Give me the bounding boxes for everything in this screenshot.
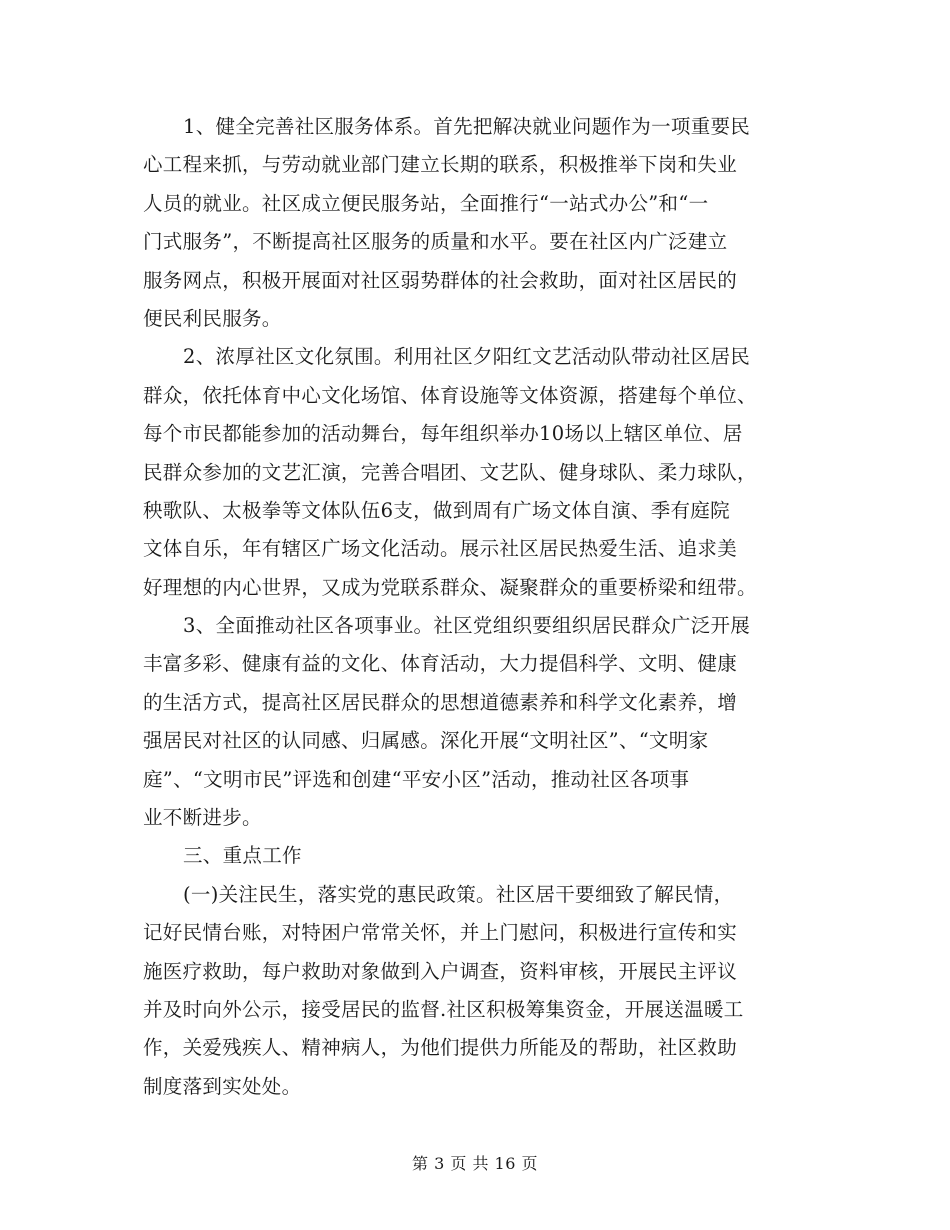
paragraph-line: 强居民对社区的认同感、归属感。深化开展“文明社区”、“文明家 (143, 729, 709, 753)
paragraph-line: 施医疗救助，每户救助对象做到入户调查，资料审核，开展民主评议 (143, 959, 738, 983)
paragraph-line: 心工程来抓，与劳动就业部门建立长期的联系，积极推举下岗和失业 (143, 153, 738, 177)
paragraph-line: 记好民情台账，对特困户常常关怀，并上门慰问，积极进行宣传和实 (143, 921, 738, 945)
section-heading: 三、重点工作 (183, 844, 302, 868)
paragraph-line: 庭”、“文明市民”评选和创建“平安小区”活动，推动社区各项事 (143, 767, 690, 791)
paragraph-line: 3、全面推动社区各项事业。社区党组织要组织居民群众广泛开展 (183, 614, 751, 638)
paragraph-line: 群众，依托体育中心文化场馆、体育设施等文体资源，搭建每个单位、 (143, 383, 757, 407)
paragraph-line: 业不断进步。 (143, 806, 262, 830)
paragraph-line: 文体自乐，年有辖区广场文化活动。展示社区居民热爱生活、追求美 (143, 537, 738, 561)
paragraph-line: 丰富多彩、健康有益的文化、体育活动，大力提倡科学、文明、健康 (143, 652, 738, 676)
paragraph-line: 每个市民都能参加的活动舞台，每年组织举办10场以上辖区单位、居 (143, 422, 743, 446)
paragraph-line: 秧歌队、太极拳等文体队伍6支，做到周有广场文体自演、季有庭院 (143, 498, 730, 522)
paragraph-line: 服务网点，积极开展面对社区弱势群体的社会救助，面对社区居民的 (143, 268, 738, 292)
paragraph-line: 1、健全完善社区服务体系。首先把解决就业问题作为一项重要民 (183, 115, 751, 138)
paragraph-line: (一)关注民生，落实党的惠民政策。社区居干要细致了解民情， (183, 882, 734, 906)
paragraph-line: 制度落到实处处。 (143, 1074, 302, 1098)
paragraph-line: 民群众参加的文艺汇演，完善合唱团、文艺队、健身球队、柔力球队， (143, 460, 757, 484)
page-number-label: 第 3 页 共 16 页 (412, 1154, 538, 1173)
page-footer (0, 1152, 950, 1176)
paragraph-line: 2、浓厚社区文化氛围。利用社区夕阳红文艺活动队带动社区居民 (183, 345, 751, 369)
paragraph-line: 并及时向外公示，接受居民的监督.社区积极筹集资金，开展送温暖工 (143, 997, 744, 1021)
paragraph-line: 的生活方式，提高社区居民群众的思想道德素养和科学文化素养，增 (143, 690, 738, 714)
paragraph-line: 人员的就业。社区成立便民服务站，全面推行“一站式办公”和“一 (143, 191, 709, 215)
paragraph-line: 好理想的内心世界，又成为党联系群众、凝聚群众的重要桥梁和纽带。 (143, 575, 757, 599)
paragraph-line: 作，关爱残疾人、精神病人，为他们提供力所能及的帮助，社区救助 (143, 1036, 738, 1060)
paragraph-line: 便民利民服务。 (143, 306, 282, 330)
body-text (143, 108, 807, 1106)
paragraph-line: 门式服务”，不断提高社区服务的质量和水平。要在社区内广泛建立 (143, 230, 728, 254)
